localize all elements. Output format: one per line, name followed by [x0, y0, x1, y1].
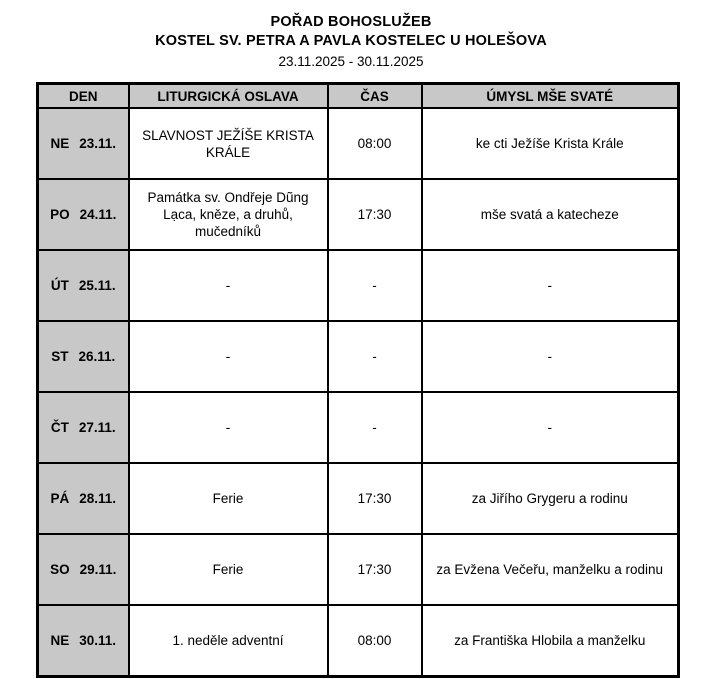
time-cell: 17:30 [328, 463, 422, 534]
table-row [38, 321, 679, 392]
day-date: 27.11. [78, 420, 116, 435]
page-header [0, 0, 702, 71]
day-cell [38, 250, 129, 321]
feast-cell: - [129, 392, 328, 463]
day-abbrev: NE [50, 633, 70, 648]
header-row [38, 84, 679, 109]
intention-cell: za Evžena Večeřu, manželku a rodinu [422, 534, 679, 605]
day-cell [38, 108, 129, 179]
day-abbrev: NE [50, 136, 70, 151]
table-row [38, 463, 679, 534]
day-date: 25.11. [78, 278, 116, 293]
intention-cell: - [422, 250, 679, 321]
feast-cell: 1. neděle adventní [129, 605, 328, 677]
day-date: 26.11. [78, 349, 116, 364]
feast-cell: - [129, 321, 328, 392]
day-date: 30.11. [79, 633, 117, 648]
time-cell: - [328, 250, 422, 321]
feast-cell: SLAVNOST JEŽÍŠE KRISTA KRÁLE [129, 108, 328, 179]
table-row [38, 534, 679, 605]
page-title: POŘAD BOHOSLUŽEB [270, 14, 432, 30]
time-cell: 17:30 [328, 179, 422, 250]
intention-cell: za Františka Hlobila a manželku [422, 605, 679, 677]
day-date: 28.11. [79, 491, 117, 506]
day-abbrev: ČT [50, 420, 69, 435]
table-row [38, 250, 679, 321]
time-cell: 08:00 [328, 108, 422, 179]
col-header-liturgicka-oslava: LITURGICKÁ OSLAVA [129, 84, 328, 109]
day-date: 29.11. [79, 562, 117, 577]
feast-cell: - [129, 250, 328, 321]
intention-cell: ke cti Ježíše Krista Krále [422, 108, 679, 179]
intention-cell: - [422, 321, 679, 392]
time-cell: 17:30 [328, 534, 422, 605]
feast-cell: Ferie [129, 463, 328, 534]
date-range: 23.11.2025 - 30.11.2025 [278, 54, 424, 69]
day-cell [38, 321, 129, 392]
day-abbrev: PÁ [50, 491, 70, 506]
day-abbrev: ÚT [50, 278, 69, 293]
col-header-umysl-mse-svate: ÚMYSL MŠE SVATÉ [422, 84, 679, 109]
day-cell [38, 392, 129, 463]
day-cell [38, 463, 129, 534]
table-row [38, 108, 679, 179]
time-cell: - [328, 392, 422, 463]
feast-cell: Ferie [129, 534, 328, 605]
day-cell [38, 605, 129, 677]
table-row [38, 179, 679, 250]
col-header-cas: ČAS [328, 84, 422, 109]
day-date: 23.11. [79, 136, 117, 151]
feast-cell: Památka sv. Ondřeje Dũng Lạca, kněze, a druhů, mučedníků [129, 179, 328, 250]
schedule-table [36, 82, 680, 678]
col-header-den: DEN [38, 84, 129, 109]
intention-cell: za Jiřího Grygeru a rodinu [422, 463, 679, 534]
time-cell: 08:00 [328, 605, 422, 677]
day-abbrev: ST [51, 349, 69, 364]
time-cell: - [328, 321, 422, 392]
day-date: 24.11. [79, 207, 117, 222]
day-abbrev: PO [50, 207, 70, 222]
table-row [38, 392, 679, 463]
day-cell [38, 534, 129, 605]
day-cell [38, 179, 129, 250]
day-abbrev: SO [50, 562, 70, 577]
intention-cell: mše svatá a katecheze [422, 179, 679, 250]
intention-cell: - [422, 392, 679, 463]
page-subtitle: KOSTEL SV. PETRA A PAVLA KOSTELEC U HOLEŠOVA [155, 33, 547, 49]
table-row [38, 605, 679, 677]
